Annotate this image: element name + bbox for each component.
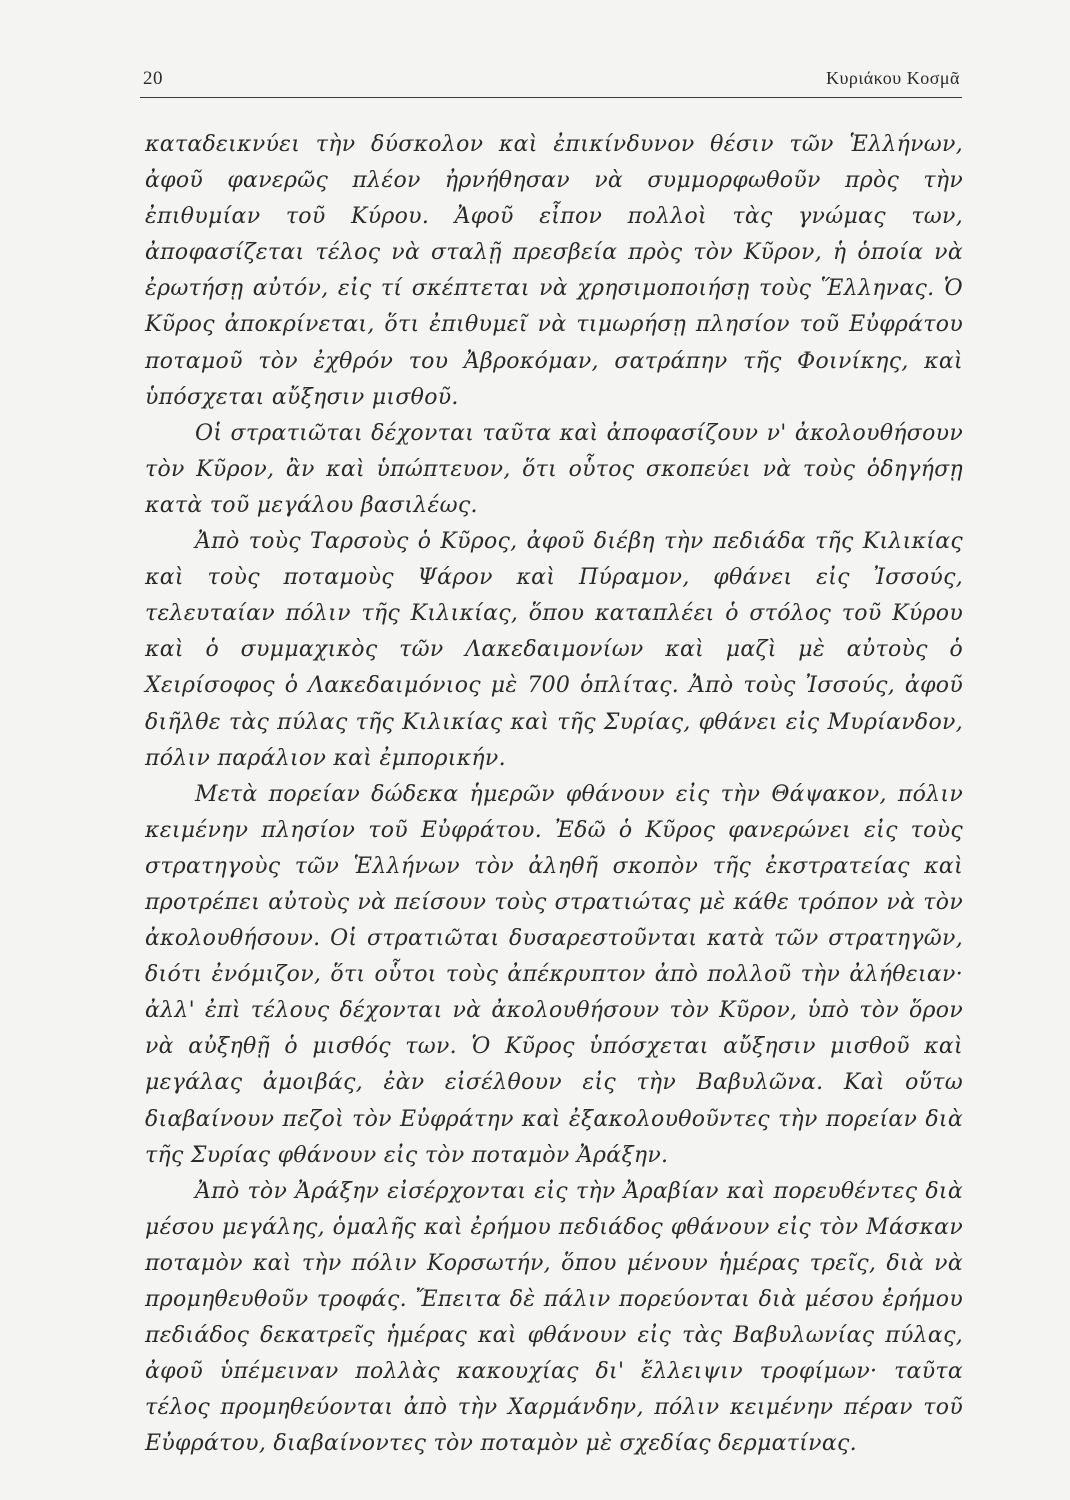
paragraph: Μετὰ πορείαν δώδεκα ἡμερῶν φθάνουν εἰς τὴν Θάψακον, πόλιν κειμένην πλησίον τοῦ Εὐφράτου. Ἐδῶ ὁ Κῦρος φανερώνει εἰς τοὺς στρατηγοὺς τῶν Ἑλλήνων τὸν ἀληθῆ σκοπὸν τῆς ἐκστρατείας καὶ προτρέπει αὐτοὺς νὰ πείσουν τοὺς στρατιώτας μὲ κάθε τρόπον νὰ τὸν ἀκολουθήσουν. Οἱ στρατιῶται δυσαρεστοῦνται κατὰ τῶν στρατηγῶν, διότι ἐνόμιζον, ὅτι οὗτοι τοὺς ἀπέκρυπτον ἀπὸ πολλοῦ τὴν ἀλήθειαν· ἀλλ' ἐπὶ τέλους δέχονται νὰ ἀκολουθήσουν τὸν Κῦρον, ὑπὸ τὸν ὅρον νὰ αὐξηθῇ ὁ μισθός των. Ὁ Κῦρος ὑπόσχεται αὔξησιν μισθοῦ καὶ μεγάλας ἀμοιβάς, ἐὰν εἰσέλθουν εἰς τὴν Βαβυλῶνα. Καὶ οὕτω διαβαίνουν πεζοὶ τὸν Εὐφράτην καὶ ἐξακολουθοῦντες τὴν πορείαν διὰ τῆς Συρίας φθάνουν εἰς τὸν ποταμὸν Ἀράξην. xyxy=(145,781,963,1168)
paragraph: Ἀπὸ τοὺς Ταρσοὺς ὁ Κῦρος, ἀφοῦ διέβη τὴν πεδιάδα τῆς Κιλικίας καὶ τοὺς ποταμοὺς Ψάρον καὶ Πύραμον, φθάνει εἰς Ἰσσούς, τελευταίαν πόλιν τῆς Κιλικίας, ὅπου καταπλέει ὁ στόλος τοῦ Κύρου καὶ ὁ συμμαχικὸς τῶν Λακεδαιμονίων καὶ μαζὶ μὲ αὐτοὺς ὁ Χειρίσοφος ὁ Λακεδαιμόνιος μὲ 700 ὁπλίτας. Ἀπὸ τοὺς Ἰσσούς, ἀφοῦ διῆλθε τὰς πύλας τῆς Κιλικίας καὶ τῆς Συρίας, φθάνει εἰς Μυρίανδον, πόλιν παράλιον καὶ ἐμπορικήν. xyxy=(145,529,963,771)
page-number: 20 xyxy=(143,68,163,89)
paragraph: καταδεικνύει τὴν δύσκολον καὶ ἐπικίνδυνον θέσιν τῶν Ἑλλήνων, ἀφοῦ φανερῶς πλέον ἠρνήθησαν νὰ συμμορφωθοῦν πρὸς τὴν ἐπιθυμίαν τοῦ Κύρου. Ἀφοῦ εἶπον πολλοὶ τὰς γνώμας των, ἀποφασίζεται τέλος νὰ σταλῇ πρεσβεία πρὸς τὸν Κῦρον, ἡ ὁποία νὰ ἐρωτήσῃ αὐτόν, εἰς τί σκέπτεται νὰ χρησιμοποιήσῃ τοὺς Ἕλληνας. Ὁ Κῦρος ἀποκρίνεται, ὅτι ἐπιθυμεῖ νὰ τιμωρήσῃ πλησίον τοῦ Εὐφράτου ποταμοῦ τὸν ἐχθρόν του Ἀβροκόμαν, σατράπην τῆς Φοινίκης, καὶ ὑπόσχεται αὔξησιν μισθοῦ. xyxy=(145,132,963,410)
paragraph: Ἀπὸ τὸν Ἀράξην εἰσέρχονται εἰς τὴν Ἀραβίαν καὶ πορευθέντες διὰ μέσου μεγάλης, ὁμαλῆς καὶ ἐρήμου πεδιάδος φθάνουν εἰς τὸν Μάσκαν ποταμὸν καὶ τὴν πόλιν Κορσωτήν, ὅπου μένουν ἡμέρας τρεῖς, διὰ νὰ προμηθευθοῦν τροφάς. Ἔπειτα δὲ πάλιν πορεύονται διὰ μέσου ἐρήμου πεδιάδος δεκατρεῖς ἡμέρας καὶ φθάνουν εἰς τὰς Βαβυλωνίας πύλας, ἀφοῦ ὑπέμειναν πολλὰς κακουχίας δι' ἔλλειψιν τροφίμων· ταῦτα τέλος προμηθεύονται ἀπὸ τὴν Χαρμάνδην, πόλιν κειμένην πέραν τοῦ Εὐφράτου, διαβαίνοντες τὸν ποταμὸν μὲ σχεδίας δερματίνας. xyxy=(145,1178,963,1457)
header-rule xyxy=(140,97,962,98)
paragraph: Οἱ στρατιῶται δέχονται ταῦτα καὶ ἀποφασίζουν ν' ἀκολουθήσουν τὸν Κῦρον, ἂν καὶ ὑπώπτευον, ὅτι οὗτος σκοπεύει νὰ τοὺς ὁδηγήσῃ κατὰ τοῦ μεγάλου βασιλέως. xyxy=(145,420,963,518)
running-title: Κυριάκου Κοσμᾶ xyxy=(825,68,960,88)
body-text xyxy=(145,127,963,1462)
